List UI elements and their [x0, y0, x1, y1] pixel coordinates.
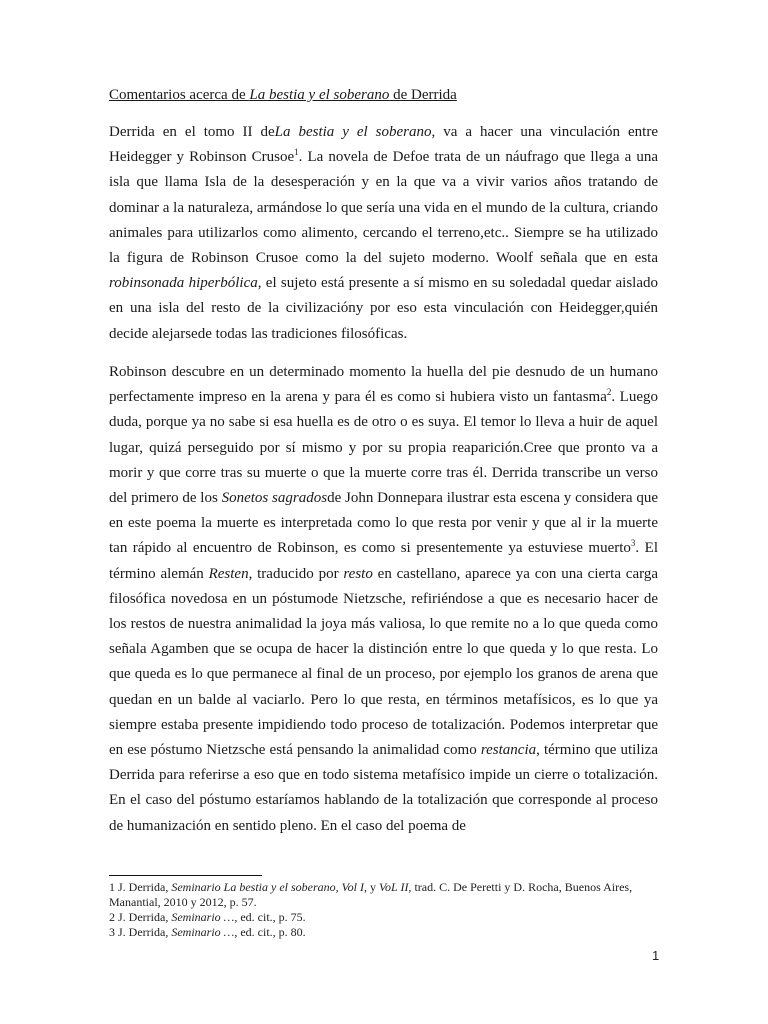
- page-number: 1: [652, 948, 660, 963]
- footnote-2: 2 J. Derrida, Seminario …, ed. cit., p. 75.: [109, 910, 306, 924]
- footnote-separator: [109, 875, 262, 876]
- footnote-1: 1 J. Derrida, Seminario La bestia y el soberano, Vol I, y VoL II, trad. C. De Peretti y D. Rocha, Buenos Aires, Manantial, 2010 y 2012, p. 57.: [109, 880, 633, 909]
- paragraph-1: Derrida en el tomo II deLa bestia y el soberano, va a hacer una vinculación entre Heidegger y Robinson Crusoe$^1$. La novela de Defoe trata de un náufrago que llega a una isla que llama Isla de la desesperación y en la que va a vivir varios años tratando de dominar a la naturaleza, armándose lo que sería una vida en el mundo de la cultura, criando animales para utilizarlos como alimento, cercando el terreno,etc.. Siempre se ha utilizado la figura de Robinson Crusoe como la del sujeto moderno. Woolf señala que en esta robinsonada hiperbólica, el sujeto está presente a sí mismo en su soledadal quedar aislado en una isla del resto de la civilizacióny por eso esta vinculación con Heidegger,quién decide alejarsede todas las tradiciones filosóficas.: [109, 124, 658, 342]
- footnote-ref-1[interactable]: 1: [294, 147, 299, 158]
- footnotes: [109, 880, 658, 940]
- paragraph-2: Robinson descubre en un determinado momento la huella del pie desnudo de un humano perfectamente impreso en la arena y para él es como si hubiera visto un fantasma$^2$. Luego duda, porque ya no sabe si esa huella es de otro o es suya. El temor lo lleva a huir de aquel lugar, quizá perseguido por sí mismo y por su propia reaparición.Cree que pronto va a morir y que corre tras su muerte o que la muerte corre tras él. Derrida transcribe un verso del primero de los Sonetos sagradosde John Donnepara ilustrar esta escena y considera que en este poema la muerte es interpretada como lo que resta por venir y que al ir la muerte tan rápido al encuentro de Robinson, es como si presentemente ya estuviese muerto$^3$. El término alemán Resten, traducido por resto en castellano, aparece ya con una cierta carga filosófica novedosa en un póstumode Nietzsche, refiriéndose a que es necesario hacer de los restos de nuestra animalidad la joya más valiosa, lo que remite no a lo que queda como señala Agamben que se ocupa de hacer la distinción entre lo que queda y lo que resta. Lo que queda es lo que permanece al final de un proceso, por ejemplo los granos de arena que quedan en un balde al vaciarlo. Pero lo que resta, en términos metafísicos, es lo que ya siempre estaba presente impidiendo todo proceso de totalización. Podemos interpretar que en ese póstumo Nietzsche está pensando la animalidad como restancia, término que utiliza Derrida para referirse a eso que en todo sistema metafísico impide un cierre o totalización. En el caso del póstumo estaríamos hablando de la totalización que corresponde al proceso de humanización en sentido pleno. En el caso del poema de: [109, 364, 658, 834]
- document-title: Comentarios acerca de La bestia y el soberano de Derrida: [109, 87, 457, 103]
- footnote-3: 3 J. Derrida, Seminario …, ed. cit., p. 80.: [109, 925, 306, 939]
- footnote-ref-2[interactable]: 2: [606, 387, 612, 398]
- footnote-ref-3[interactable]: 3: [630, 538, 636, 549]
- work-title: La bestia y el soberano: [249, 87, 390, 103]
